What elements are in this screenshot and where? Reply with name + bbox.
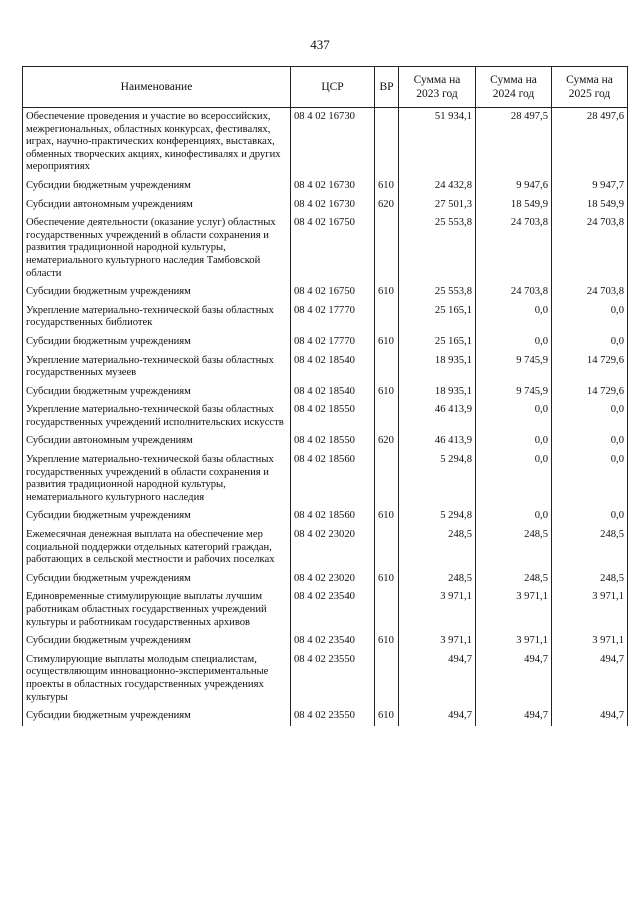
- row-sum-2023: 25 165,1: [399, 302, 476, 333]
- row-sum-2024: 494,7: [476, 707, 552, 726]
- table-row: [23, 432, 628, 451]
- table-row: [23, 507, 628, 526]
- row-name: Укрепление материально-технической базы областных государственных учреждений в области сохранения и развития традиционной народной культуры, нематериального культурного наследия: [23, 451, 291, 507]
- header-sum-2023: Сумма на 2023 год: [399, 67, 476, 108]
- table-row: [23, 401, 628, 432]
- row-name: Субсидии автономным учреждениям: [23, 196, 291, 215]
- row-vr: 610: [375, 283, 399, 302]
- row-vr: [375, 526, 399, 570]
- table-row: [23, 526, 628, 570]
- row-sum-2023: 46 413,9: [399, 432, 476, 451]
- row-sum-2024: 0,0: [476, 432, 552, 451]
- row-name: Укрепление материально-технической базы областных государственных учреждений исполнительских искусств: [23, 401, 291, 432]
- row-name: Укрепление материально-технической базы областных государственных библиотек: [23, 302, 291, 333]
- row-sum-2025: 14 729,6: [552, 383, 628, 402]
- row-sum-2023: 18 935,1: [399, 383, 476, 402]
- row-sum-2025: 0,0: [552, 333, 628, 352]
- row-sum-2023: 3 971,1: [399, 632, 476, 651]
- row-csr: 08 4 02 23020: [291, 526, 375, 570]
- row-sum-2024: 24 703,8: [476, 214, 552, 283]
- table-row: [23, 707, 628, 726]
- table-row: [23, 651, 628, 707]
- row-csr: 08 4 02 18540: [291, 383, 375, 402]
- row-sum-2023: 46 413,9: [399, 401, 476, 432]
- row-sum-2025: 0,0: [552, 432, 628, 451]
- row-sum-2025: 24 703,8: [552, 214, 628, 283]
- row-csr: 08 4 02 18550: [291, 432, 375, 451]
- row-csr: 08 4 02 18550: [291, 401, 375, 432]
- row-name: Субсидии бюджетным учреждениям: [23, 283, 291, 302]
- row-vr: [375, 401, 399, 432]
- row-sum-2025: 24 703,8: [552, 283, 628, 302]
- row-sum-2025: 494,7: [552, 707, 628, 726]
- row-csr: 08 4 02 23550: [291, 651, 375, 707]
- row-name: Субсидии бюджетным учреждениям: [23, 570, 291, 589]
- row-csr: 08 4 02 23540: [291, 588, 375, 632]
- row-csr: 08 4 02 16730: [291, 196, 375, 215]
- row-sum-2023: 25 165,1: [399, 333, 476, 352]
- table-row: [23, 196, 628, 215]
- row-csr: 08 4 02 17770: [291, 333, 375, 352]
- row-sum-2024: 248,5: [476, 570, 552, 589]
- row-name: Субсидии бюджетным учреждениям: [23, 707, 291, 726]
- row-csr: 08 4 02 16730: [291, 177, 375, 196]
- row-csr: 08 4 02 23540: [291, 632, 375, 651]
- table-body: [23, 108, 628, 726]
- header-vr: ВР: [375, 67, 399, 108]
- row-csr: 08 4 02 16750: [291, 214, 375, 283]
- row-csr: 08 4 02 16750: [291, 283, 375, 302]
- table-row: [23, 108, 628, 177]
- table-row: [23, 333, 628, 352]
- row-vr: [375, 588, 399, 632]
- row-sum-2025: 0,0: [552, 451, 628, 507]
- row-sum-2025: 3 971,1: [552, 632, 628, 651]
- row-sum-2025: 28 497,6: [552, 108, 628, 177]
- row-vr: [375, 651, 399, 707]
- row-sum-2023: 25 553,8: [399, 283, 476, 302]
- table-row: [23, 177, 628, 196]
- table-header: [23, 67, 628, 108]
- row-sum-2025: 18 549,9: [552, 196, 628, 215]
- row-sum-2025: 0,0: [552, 507, 628, 526]
- row-vr: 610: [375, 707, 399, 726]
- header-csr: ЦСР: [291, 67, 375, 108]
- table-row: [23, 283, 628, 302]
- table-row: [23, 302, 628, 333]
- header-name: Наименование: [23, 67, 291, 108]
- row-sum-2024: 24 703,8: [476, 283, 552, 302]
- row-sum-2025: 0,0: [552, 302, 628, 333]
- table-row: [23, 352, 628, 383]
- row-name: Субсидии бюджетным учреждениям: [23, 383, 291, 402]
- row-sum-2024: 9 947,6: [476, 177, 552, 196]
- row-sum-2024: 3 971,1: [476, 632, 552, 651]
- row-name: Обеспечение деятельности (оказание услуг) областных государственных учреждений в области сохранения и развития традиционной народной культуры, нематериального культурного наследия Тамбовской области: [23, 214, 291, 283]
- row-sum-2024: 3 971,1: [476, 588, 552, 632]
- table-row: [23, 632, 628, 651]
- row-sum-2023: 18 935,1: [399, 352, 476, 383]
- row-sum-2025: 14 729,6: [552, 352, 628, 383]
- row-sum-2025: 9 947,7: [552, 177, 628, 196]
- row-vr: [375, 108, 399, 177]
- row-sum-2023: 248,5: [399, 526, 476, 570]
- row-name: Субсидии бюджетным учреждениям: [23, 333, 291, 352]
- row-sum-2023: 3 971,1: [399, 588, 476, 632]
- row-vr: [375, 352, 399, 383]
- row-sum-2023: 494,7: [399, 651, 476, 707]
- row-name: Стимулирующие выплаты молодым специалистам, осуществляющим инновационно-экспериментальные проекты в областных государственных учреждениях культуры: [23, 651, 291, 707]
- row-name: Субсидии автономным учреждениям: [23, 432, 291, 451]
- row-sum-2023: 27 501,3: [399, 196, 476, 215]
- row-vr: [375, 451, 399, 507]
- row-name: Ежемесячная денежная выплата на обеспечение мер социальной поддержки отдельных категорий граждан, работающих в сельской местности и рабочих поселках: [23, 526, 291, 570]
- row-vr: 610: [375, 632, 399, 651]
- row-csr: 08 4 02 16730: [291, 108, 375, 177]
- row-vr: [375, 214, 399, 283]
- row-vr: [375, 302, 399, 333]
- row-vr: 610: [375, 333, 399, 352]
- row-vr: 620: [375, 432, 399, 451]
- table-row: [23, 214, 628, 283]
- budget-table: [22, 66, 628, 726]
- row-sum-2023: 248,5: [399, 570, 476, 589]
- row-sum-2023: 5 294,8: [399, 451, 476, 507]
- row-sum-2023: 51 934,1: [399, 108, 476, 177]
- header-sum-2025: Сумма на 2025 год: [552, 67, 628, 108]
- row-vr: 620: [375, 196, 399, 215]
- row-sum-2025: 248,5: [552, 526, 628, 570]
- row-vr: 610: [375, 507, 399, 526]
- table-row: [23, 451, 628, 507]
- row-sum-2025: 494,7: [552, 651, 628, 707]
- row-sum-2024: 248,5: [476, 526, 552, 570]
- row-csr: 08 4 02 17770: [291, 302, 375, 333]
- row-sum-2025: 0,0: [552, 401, 628, 432]
- row-name: Субсидии бюджетным учреждениям: [23, 507, 291, 526]
- row-name: Субсидии бюджетным учреждениям: [23, 177, 291, 196]
- row-name: Обеспечение проведения и участие во всероссийских, межрегиональных, областных конкурсах, фестивалях, играх, научно-практических конференциях, выставках, обменных творческих акциях, кинофестивалях и других мероприятиях: [23, 108, 291, 177]
- row-sum-2025: 248,5: [552, 570, 628, 589]
- row-name: Единовременные стимулирующие выплаты лучшим работникам областных государственных учреждений культуры и работникам государственных архивов: [23, 588, 291, 632]
- row-sum-2024: 18 549,9: [476, 196, 552, 215]
- row-csr: 08 4 02 18560: [291, 507, 375, 526]
- header-sum-2024: Сумма на 2024 год: [476, 67, 552, 108]
- row-csr: 08 4 02 18560: [291, 451, 375, 507]
- row-sum-2024: 0,0: [476, 451, 552, 507]
- row-sum-2024: 9 745,9: [476, 352, 552, 383]
- row-sum-2024: 9 745,9: [476, 383, 552, 402]
- row-csr: 08 4 02 18540: [291, 352, 375, 383]
- row-sum-2024: 0,0: [476, 507, 552, 526]
- row-vr: 610: [375, 570, 399, 589]
- row-sum-2024: 494,7: [476, 651, 552, 707]
- row-sum-2023: 494,7: [399, 707, 476, 726]
- row-sum-2024: 0,0: [476, 302, 552, 333]
- row-sum-2025: 3 971,1: [552, 588, 628, 632]
- row-sum-2024: 0,0: [476, 333, 552, 352]
- row-sum-2023: 24 432,8: [399, 177, 476, 196]
- row-csr: 08 4 02 23020: [291, 570, 375, 589]
- page-number: 437: [310, 37, 330, 52]
- row-vr: 610: [375, 383, 399, 402]
- row-sum-2023: 5 294,8: [399, 507, 476, 526]
- table-row: [23, 570, 628, 589]
- row-name: Субсидии бюджетным учреждениям: [23, 632, 291, 651]
- row-vr: 610: [375, 177, 399, 196]
- row-sum-2024: 0,0: [476, 401, 552, 432]
- row-name: Укрепление материально-технической базы областных государственных музеев: [23, 352, 291, 383]
- table-row: [23, 383, 628, 402]
- row-csr: 08 4 02 23550: [291, 707, 375, 726]
- row-sum-2023: 25 553,8: [399, 214, 476, 283]
- row-sum-2024: 28 497,5: [476, 108, 552, 177]
- table-row: [23, 588, 628, 632]
